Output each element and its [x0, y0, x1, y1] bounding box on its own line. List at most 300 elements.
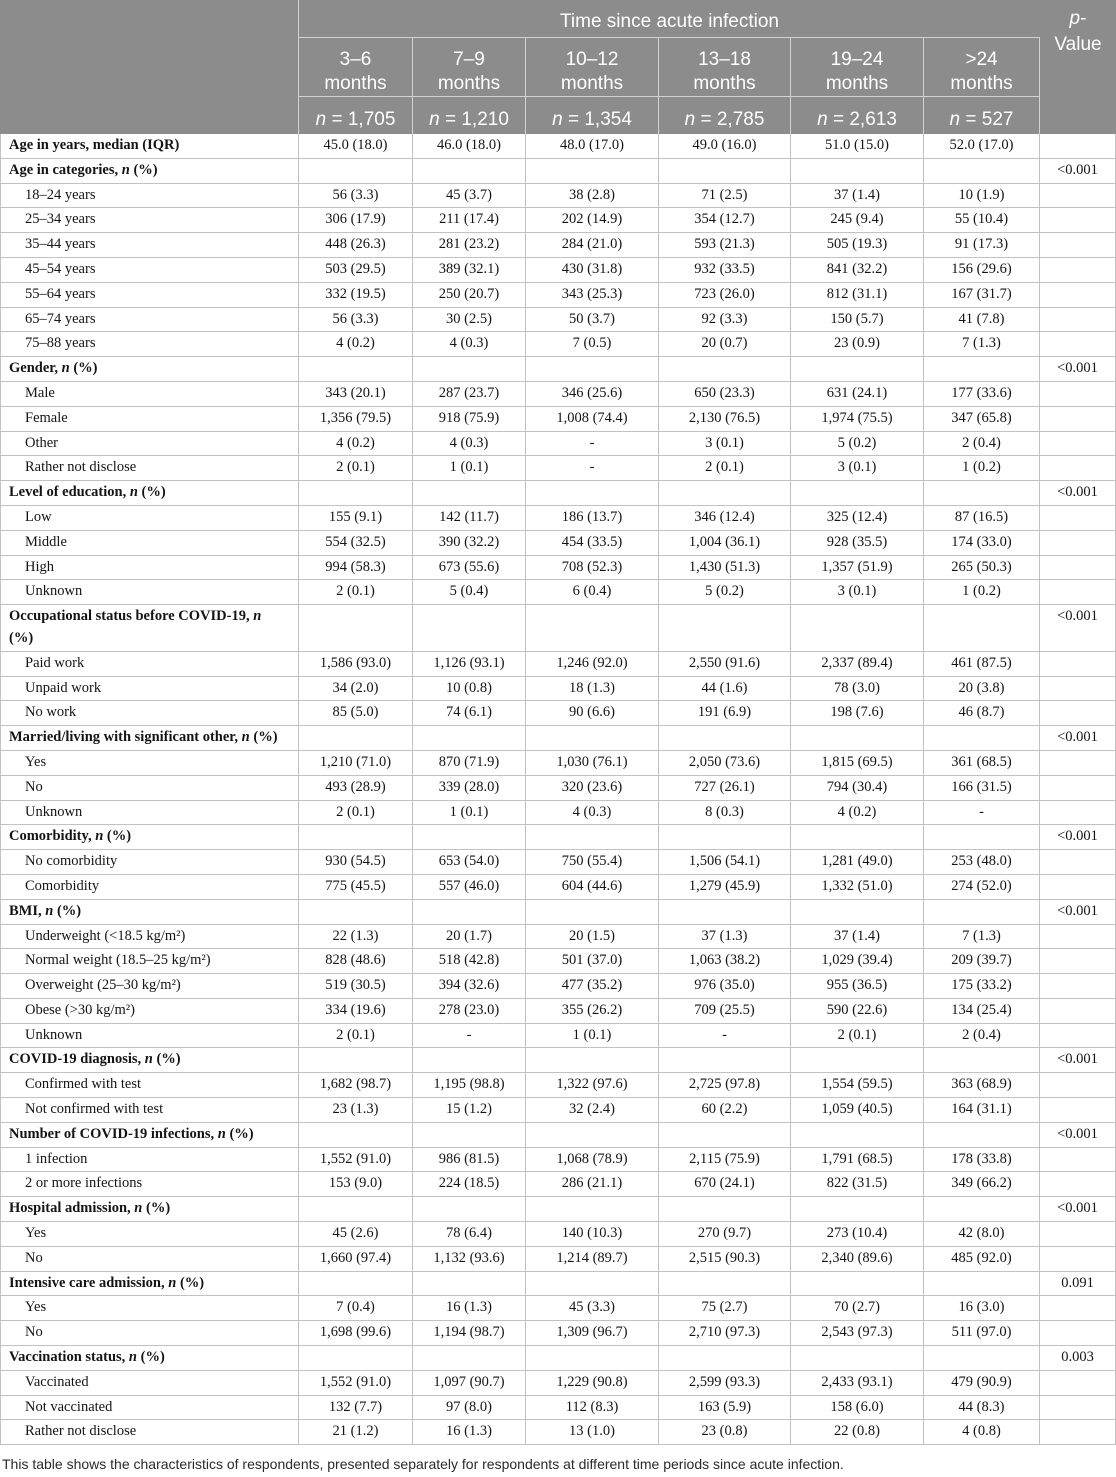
- value-cell: 284 (21.0): [526, 233, 659, 257]
- empty-cell: [924, 825, 1040, 849]
- subgroup-label: Normal weight (18.5–25 kg/m²): [0, 949, 299, 973]
- header-title: Time since acute infection: [299, 0, 1040, 38]
- value-cell: 709 (25.5): [659, 999, 791, 1023]
- value-cell: 7 (1.3): [924, 332, 1040, 356]
- empty-cell: [1040, 949, 1116, 973]
- percent-unit: (%): [140, 1349, 165, 1366]
- value-cell: 56 (3.3): [299, 184, 413, 208]
- value-cell: 22 (1.3): [299, 925, 413, 949]
- empty-cell: [1040, 432, 1116, 456]
- section-label: [0, 159, 299, 183]
- subgroup-label: Obese (>30 kg/m²): [0, 999, 299, 1023]
- period-range: 13–18: [698, 49, 751, 70]
- subgroup-label: 2 or more infections: [0, 1172, 299, 1196]
- empty-cell: [299, 605, 413, 651]
- value-cell: 70 (2.7): [791, 1296, 924, 1320]
- value-cell: 1,029 (39.4): [791, 949, 924, 973]
- n-symbol: n: [241, 729, 250, 746]
- period-range: 7–9: [453, 49, 485, 70]
- empty-cell: [1040, 1371, 1116, 1395]
- value-cell: 928 (35.5): [791, 531, 924, 555]
- empty-cell: [1040, 875, 1116, 899]
- value-cell: 1,356 (79.5): [299, 407, 413, 431]
- value-cell: 2,115 (75.9): [659, 1148, 791, 1172]
- n-symbol: n: [129, 484, 138, 501]
- value-cell: 7 (1.3): [924, 925, 1040, 949]
- value-cell: 828 (48.6): [299, 949, 413, 973]
- subgroup-label: 25–34 years: [0, 208, 299, 232]
- value-cell: 2,050 (73.6): [659, 751, 791, 775]
- value-cell: 1 (0.1): [413, 801, 526, 825]
- empty-cell: [526, 900, 659, 924]
- empty-cell: [526, 1197, 659, 1221]
- section-label-text: Intensive care admission,: [9, 1274, 165, 1291]
- section-label: [0, 825, 299, 849]
- value-cell: 281 (23.2): [413, 233, 526, 257]
- subgroup-row: [0, 1296, 1116, 1321]
- empty-cell: [659, 357, 791, 381]
- value-cell: 1,791 (68.5): [791, 1148, 924, 1172]
- value-cell: 45 (2.6): [299, 1222, 413, 1246]
- value-cell: 390 (32.2): [413, 531, 526, 555]
- empty-cell: [1040, 1321, 1116, 1345]
- value-cell: 97 (8.0): [413, 1396, 526, 1420]
- value-cell: 394 (32.6): [413, 974, 526, 998]
- subgroup-label: Confirmed with test: [0, 1073, 299, 1097]
- value-cell: 250 (20.7): [413, 283, 526, 307]
- value-cell: 1,229 (90.8): [526, 1371, 659, 1395]
- value-cell: 2,130 (76.5): [659, 407, 791, 431]
- value-cell: 13 (1.0): [526, 1420, 659, 1444]
- pvalue-cell: <0.001: [1040, 605, 1116, 651]
- value-cell: 511 (97.0): [924, 1321, 1040, 1345]
- value-cell: 3 (0.1): [659, 432, 791, 456]
- empty-cell: [299, 1048, 413, 1072]
- value-cell: 60 (2.2): [659, 1098, 791, 1122]
- value-cell: 503 (29.5): [299, 258, 413, 282]
- value-cell: 56 (3.3): [299, 308, 413, 332]
- empty-cell: [1040, 456, 1116, 480]
- value-cell: -: [526, 432, 659, 456]
- value-cell: 1 (0.2): [924, 456, 1040, 480]
- empty-cell: [1040, 652, 1116, 676]
- value-cell: 708 (52.3): [526, 556, 659, 580]
- value-cell: 22 (0.8): [791, 1420, 924, 1444]
- pvalue-cell: <0.001: [1040, 1123, 1116, 1147]
- value-cell: 287 (23.7): [413, 382, 526, 406]
- value-cell: 186 (13.7): [526, 506, 659, 530]
- empty-cell: [791, 159, 924, 183]
- subgroup-row: [0, 1098, 1116, 1123]
- n-symbol: n: [168, 1274, 177, 1291]
- value-cell: 87 (16.5): [924, 506, 1040, 530]
- subgroup-label: Rather not disclose: [0, 1420, 299, 1444]
- value-cell: 1 (0.2): [924, 580, 1040, 604]
- value-cell: 2 (0.1): [299, 580, 413, 604]
- subgroup-label: High: [0, 556, 299, 580]
- empty-cell: [924, 159, 1040, 183]
- value-cell: -: [526, 456, 659, 480]
- value-cell: 224 (18.5): [413, 1172, 526, 1196]
- empty-cell: [924, 357, 1040, 381]
- empty-cell: [299, 357, 413, 381]
- header-period-row: [299, 38, 1040, 97]
- empty-cell: [413, 1197, 526, 1221]
- subgroup-row: [0, 1148, 1116, 1173]
- header-pvalue: [1040, 0, 1116, 134]
- empty-cell: [1040, 850, 1116, 874]
- subgroup-label: No work: [0, 701, 299, 725]
- period-range: 19–24: [830, 49, 884, 70]
- subgroup-row: [0, 949, 1116, 974]
- empty-cell: [659, 1123, 791, 1147]
- empty-cell: [526, 825, 659, 849]
- empty-cell: [1040, 677, 1116, 701]
- value-cell: 164 (31.1): [924, 1098, 1040, 1122]
- subgroup-label: 65–74 years: [0, 308, 299, 332]
- value-cell: 932 (33.5): [659, 258, 791, 282]
- empty-cell: [791, 1048, 924, 1072]
- value-cell: 554 (32.5): [299, 531, 413, 555]
- value-cell: 6 (0.4): [526, 580, 659, 604]
- subgroup-label: Male: [0, 382, 299, 406]
- value-cell: 51.0 (15.0): [791, 134, 924, 158]
- subgroup-label: No: [0, 1247, 299, 1271]
- value-cell: 1,660 (97.4): [299, 1247, 413, 1271]
- value-cell: 430 (31.8): [526, 258, 659, 282]
- n-symbol: n: [217, 1125, 226, 1142]
- period-header-cell: [299, 38, 413, 96]
- empty-cell: [1040, 556, 1116, 580]
- value-cell: 15 (1.2): [413, 1098, 526, 1122]
- section-label-text: Vaccination status,: [9, 1349, 126, 1366]
- value-cell: 590 (22.6): [791, 999, 924, 1023]
- value-cell: 1,279 (45.9): [659, 875, 791, 899]
- value-cell: 2,337 (89.4): [791, 652, 924, 676]
- empty-cell: [924, 1048, 1040, 1072]
- empty-cell: [526, 481, 659, 505]
- value-cell: 5 (0.2): [659, 580, 791, 604]
- section-row: [0, 900, 1116, 925]
- value-cell: 723 (26.0): [659, 283, 791, 307]
- section-label-text: Number of COVID-19 infections,: [9, 1125, 215, 1142]
- value-cell: 4 (0.2): [299, 432, 413, 456]
- value-cell: 23 (0.9): [791, 332, 924, 356]
- empty-cell: [924, 1197, 1040, 1221]
- value-cell: 1,004 (36.1): [659, 531, 791, 555]
- value-cell: 454 (33.5): [526, 531, 659, 555]
- empty-cell: [659, 825, 791, 849]
- value-cell: 2,550 (91.6): [659, 652, 791, 676]
- subgroup-label: Not vaccinated: [0, 1396, 299, 1420]
- sample-size-cell: [659, 97, 791, 134]
- subgroup-row: [0, 382, 1116, 407]
- value-cell: 209 (39.7): [924, 949, 1040, 973]
- empty-cell: [1040, 1296, 1116, 1320]
- empty-cell: [924, 1123, 1040, 1147]
- value-cell: 1,357 (51.9): [791, 556, 924, 580]
- subgroup-row: [0, 850, 1116, 875]
- value-cell: 4 (0.2): [299, 332, 413, 356]
- empty-cell: [1040, 382, 1116, 406]
- value-cell: 274 (52.0): [924, 875, 1040, 899]
- subgroup-row: [0, 580, 1116, 605]
- empty-cell: [659, 605, 791, 651]
- subgroup-label: Unknown: [0, 580, 299, 604]
- value-cell: 2,543 (97.3): [791, 1321, 924, 1345]
- value-cell: 1 (0.1): [413, 456, 526, 480]
- empty-cell: [791, 605, 924, 651]
- value-cell: 134 (25.4): [924, 999, 1040, 1023]
- table-caption: This table shows the characteristics of respondents, presented separately for respondents at different time periods since acute infection.: [2, 1456, 844, 1473]
- pvalue-cell: <0.001: [1040, 825, 1116, 849]
- value-cell: 37 (1.3): [659, 925, 791, 949]
- value-cell: 2,710 (97.3): [659, 1321, 791, 1345]
- value-cell: 1,322 (97.6): [526, 1073, 659, 1097]
- value-cell: 519 (30.5): [299, 974, 413, 998]
- value-cell: 1,246 (92.0): [526, 652, 659, 676]
- pvalue-dash: -: [1080, 8, 1087, 29]
- subgroup-row: [0, 925, 1116, 950]
- value-cell: 150 (5.7): [791, 308, 924, 332]
- value-cell: 346 (12.4): [659, 506, 791, 530]
- value-cell: 163 (5.9): [659, 1396, 791, 1420]
- value-cell: 794 (30.4): [791, 776, 924, 800]
- section-label: [0, 1048, 299, 1072]
- value-cell: 46.0 (18.0): [413, 134, 526, 158]
- value-cell: 174 (33.0): [924, 531, 1040, 555]
- n-symbol: n: [134, 1200, 143, 1217]
- empty-cell: [526, 1123, 659, 1147]
- section-label: [0, 134, 299, 158]
- header-sample-size-row: [299, 97, 1040, 134]
- empty-cell: [299, 825, 413, 849]
- sample-size-value: 1,705: [347, 109, 396, 130]
- value-cell: 2 (0.1): [791, 1024, 924, 1048]
- subgroup-row: [0, 701, 1116, 726]
- subgroup-label: Unknown: [0, 1024, 299, 1048]
- section-label-text: Gender,: [9, 360, 59, 377]
- value-cell: 16 (1.3): [413, 1296, 526, 1320]
- period-header-cell: [924, 38, 1040, 96]
- section-label: [0, 1272, 299, 1296]
- section-row: [0, 1123, 1116, 1148]
- empty-cell: [924, 726, 1040, 750]
- empty-cell: [299, 1346, 413, 1370]
- section-label: [0, 357, 299, 381]
- subgroup-row: [0, 258, 1116, 283]
- pvalue-cell: <0.001: [1040, 726, 1116, 750]
- value-cell: 1,815 (69.5): [791, 751, 924, 775]
- value-cell: 3 (0.1): [791, 580, 924, 604]
- value-cell: 75 (2.7): [659, 1296, 791, 1320]
- subgroup-label: No: [0, 776, 299, 800]
- subgroup-label: 45–54 years: [0, 258, 299, 282]
- value-cell: 976 (35.0): [659, 974, 791, 998]
- subgroup-row: [0, 875, 1116, 900]
- value-cell: 20 (3.8): [924, 677, 1040, 701]
- subgroup-row: [0, 1247, 1116, 1272]
- empty-cell: [924, 481, 1040, 505]
- empty-cell: [1040, 751, 1116, 775]
- period-unit: months: [324, 73, 387, 94]
- subgroup-row: [0, 208, 1116, 233]
- n-symbol: n: [128, 1349, 137, 1366]
- value-cell: 2,433 (93.1): [791, 1371, 924, 1395]
- value-cell: 343 (25.3): [526, 283, 659, 307]
- value-cell: 20 (1.7): [413, 925, 526, 949]
- value-cell: 4 (0.3): [413, 332, 526, 356]
- sample-size-cell: [924, 97, 1040, 134]
- value-cell: 2 (0.1): [299, 801, 413, 825]
- percent-unit: (%): [9, 629, 34, 646]
- value-cell: 631 (24.1): [791, 382, 924, 406]
- empty-cell: [413, 357, 526, 381]
- header-stub: [0, 0, 299, 134]
- period-header-cell: [659, 38, 791, 96]
- value-cell: 2,340 (89.6): [791, 1247, 924, 1271]
- table-header: [0, 0, 1116, 134]
- subgroup-row: [0, 1024, 1116, 1049]
- pvalue-header-word: Value: [1054, 34, 1102, 55]
- value-cell: 2 (0.1): [299, 1024, 413, 1048]
- section-row: [0, 357, 1116, 382]
- value-cell: 822 (31.5): [791, 1172, 924, 1196]
- value-cell: 7 (0.5): [526, 332, 659, 356]
- value-cell: 8 (0.3): [659, 801, 791, 825]
- percent-unit: (%): [229, 1125, 254, 1142]
- value-cell: 85 (5.0): [299, 701, 413, 725]
- value-cell: 1,682 (98.7): [299, 1073, 413, 1097]
- n-symbol: n: [253, 608, 262, 625]
- value-cell: 5 (0.2): [791, 432, 924, 456]
- section-label: [0, 726, 299, 750]
- value-cell: 1,126 (93.1): [413, 652, 526, 676]
- empty-cell: [1040, 1172, 1116, 1196]
- section-label-text: Age in years, median (IQR): [9, 137, 180, 153]
- value-cell: 92 (3.3): [659, 308, 791, 332]
- value-cell: 332 (19.5): [299, 283, 413, 307]
- empty-cell: [413, 1346, 526, 1370]
- value-cell: 153 (9.0): [299, 1172, 413, 1196]
- sample-size-value: 527: [981, 109, 1014, 130]
- value-cell: 727 (26.1): [659, 776, 791, 800]
- section-label-text: Hospital admission,: [9, 1200, 131, 1217]
- percent-unit: (%): [73, 360, 98, 377]
- value-cell: 20 (0.7): [659, 332, 791, 356]
- value-cell: 557 (46.0): [413, 875, 526, 899]
- value-cell: 21 (1.2): [299, 1420, 413, 1444]
- pvalue-cell: 0.003: [1040, 1346, 1116, 1370]
- empty-cell: [659, 726, 791, 750]
- subgroup-label: 75–88 years: [0, 332, 299, 356]
- value-cell: 361 (68.5): [924, 751, 1040, 775]
- value-cell: 44 (1.6): [659, 677, 791, 701]
- percent-unit: (%): [141, 484, 166, 501]
- value-cell: 158 (6.0): [791, 1396, 924, 1420]
- n-symbol: n: [429, 109, 440, 130]
- period-range: >24: [965, 49, 998, 70]
- value-cell: 1,974 (75.5): [791, 407, 924, 431]
- pvalue-cell: <0.001: [1040, 1197, 1116, 1221]
- section-label-text: Occupational status before COVID-19,: [9, 608, 250, 625]
- value-cell: -: [659, 1024, 791, 1048]
- value-cell: 650 (23.3): [659, 382, 791, 406]
- value-cell: 30 (2.5): [413, 308, 526, 332]
- value-cell: 493 (28.9): [299, 776, 413, 800]
- subgroup-row: [0, 332, 1116, 357]
- value-cell: 50 (3.7): [526, 308, 659, 332]
- subgroup-row: [0, 456, 1116, 481]
- equals-sign: =: [331, 109, 343, 130]
- sample-size-value: 1,210: [461, 109, 509, 130]
- percent-unit: (%): [146, 1200, 171, 1217]
- value-cell: 3 (0.1): [791, 456, 924, 480]
- value-cell: 42 (8.0): [924, 1222, 1040, 1246]
- percent-unit: (%): [253, 729, 278, 746]
- section-label: [0, 605, 299, 651]
- header-time-group: [299, 0, 1040, 134]
- section-label: [0, 1346, 299, 1370]
- empty-cell: [791, 481, 924, 505]
- value-cell: 286 (21.1): [526, 1172, 659, 1196]
- value-cell: 2,515 (90.3): [659, 1247, 791, 1271]
- empty-cell: [526, 1048, 659, 1072]
- empty-cell: [1040, 1098, 1116, 1122]
- value-cell: 2,725 (97.8): [659, 1073, 791, 1097]
- empty-cell: [413, 159, 526, 183]
- subgroup-row: [0, 974, 1116, 999]
- value-cell: 1,552 (91.0): [299, 1148, 413, 1172]
- empty-cell: [1040, 283, 1116, 307]
- n-symbol: n: [95, 828, 104, 845]
- sample-size-cell: [526, 97, 659, 134]
- percent-unit: (%): [179, 1274, 205, 1291]
- subgroup-label: Yes: [0, 1296, 299, 1320]
- value-cell: 1,430 (51.3): [659, 556, 791, 580]
- value-cell: 1,332 (51.0): [791, 875, 924, 899]
- table-body: [0, 134, 1116, 1445]
- empty-cell: [413, 1272, 526, 1296]
- sample-size-value: 2,613: [849, 109, 897, 130]
- subgroup-row: [0, 1321, 1116, 1346]
- empty-cell: [924, 605, 1040, 651]
- empty-cell: [1040, 308, 1116, 332]
- empty-cell: [659, 1346, 791, 1370]
- value-cell: 1,586 (93.0): [299, 652, 413, 676]
- n-symbol: n: [144, 1051, 153, 1068]
- value-cell: 74 (6.1): [413, 701, 526, 725]
- pvalue-cell: <0.001: [1040, 481, 1116, 505]
- value-cell: 7 (0.4): [299, 1296, 413, 1320]
- empty-cell: [659, 481, 791, 505]
- subgroup-row: [0, 652, 1116, 677]
- sample-size-cell: [413, 97, 526, 134]
- sample-size-cell: [299, 97, 413, 134]
- value-cell: 4 (0.3): [413, 432, 526, 456]
- value-cell: -: [413, 1024, 526, 1048]
- section-label: [0, 900, 299, 924]
- equals-sign: =: [444, 109, 457, 130]
- empty-cell: [1040, 1148, 1116, 1172]
- empty-cell: [1040, 208, 1116, 232]
- n-symbol: n: [552, 109, 563, 130]
- value-cell: 955 (36.5): [791, 974, 924, 998]
- section-label-text: BMI,: [9, 902, 42, 919]
- empty-cell: [299, 481, 413, 505]
- period-unit: months: [437, 73, 501, 94]
- value-cell: 355 (26.2): [526, 999, 659, 1023]
